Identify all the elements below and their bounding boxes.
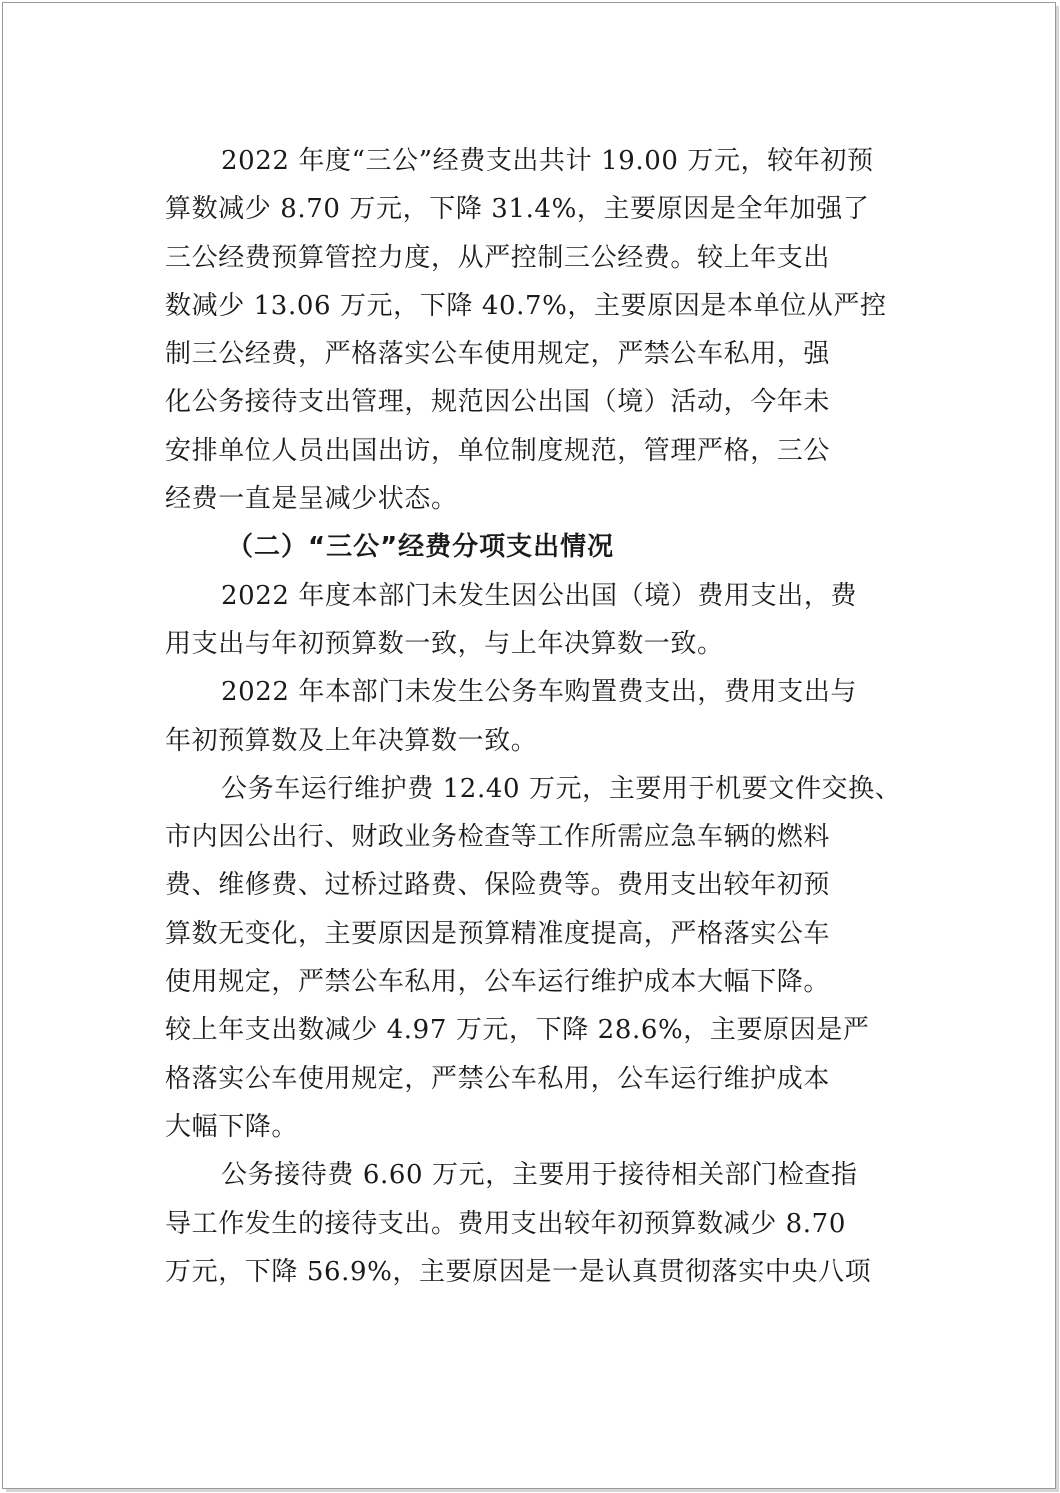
paragraph-line: 算数减少 8.70 万元，下降 31.4%，主要原因是全年加强了 (165, 194, 870, 225)
paragraph-line: 大幅下降。 (165, 1111, 299, 1142)
paragraph-line: 算数无变化，主要原因是预算精准度提高，严格落实公车 (165, 918, 831, 949)
paragraph-line: 用支出与年初预算数一致，与上年决算数一致。 (165, 628, 724, 659)
paragraph-line: 公务车运行维护费 12.40 万元，主要用于机要文件交换、 (221, 773, 902, 804)
paragraph-line: 经费一直是呈减少状态。 (165, 484, 458, 515)
paragraph-line: 导工作发生的接待支出。费用支出较年初预算数减少 8.70 (165, 1208, 846, 1239)
paragraph-line: 制三公经费，严格落实公车使用规定，严禁公车私用，强 (165, 339, 831, 370)
page-shadow-right (1056, 6, 1059, 1492)
paragraph-line: 较上年支出数减少 4.97 万元，下降 28.6%，主要原因是严 (165, 1015, 870, 1046)
paragraph-line: 万元，下降 56.9%，主要原因是一是认真贯彻落实中央八项 (165, 1256, 872, 1287)
section-heading: （二）“三公”经费分项支出情况 (227, 532, 615, 563)
paragraph-line: 三公经费预算管控力度，从严控制三公经费。较上年支出 (165, 242, 831, 273)
paragraph-line: 2022 年度本部门未发生因公出国（境）费用支出，费 (221, 580, 858, 611)
paragraph-line: 市内因公出行、财政业务检查等工作所需应急车辆的燃料 (165, 822, 831, 853)
paragraph-line: 2022 年度“三公”经费支出共计 19.00 万元，较年初预 (221, 146, 874, 176)
document-body (165, 137, 925, 1296)
paragraph-line: 格落实公车使用规定，严禁公车私用，公车运行维护成本 (165, 1063, 831, 1094)
paragraph-line: 数减少 13.06 万元，下降 40.7%，主要原因是本单位从严控 (165, 290, 887, 321)
paragraph-line: 化公务接待支出管理，规范因公出国（境）活动，今年未 (165, 387, 831, 418)
paragraph-line: 年初预算数及上年决算数一致。 (165, 725, 538, 756)
paragraph-line: 使用规定，严禁公车私用，公车运行维护成本大幅下降。 (165, 967, 831, 998)
paragraph-line: 安排单位人员出国出访，单位制度规范，管理严格，三公 (165, 435, 831, 466)
paragraph-line: 费、维修费、过桥过路费、保险费等。费用支出较年初预 (165, 870, 831, 901)
paragraph-line: 2022 年本部门未发生公务车购置费支出，费用支出与 (221, 677, 858, 708)
paragraph-line: 公务接待费 6.60 万元，主要用于接待相关部门检查指 (221, 1160, 858, 1191)
page-shadow-bottom (6, 1489, 1059, 1492)
